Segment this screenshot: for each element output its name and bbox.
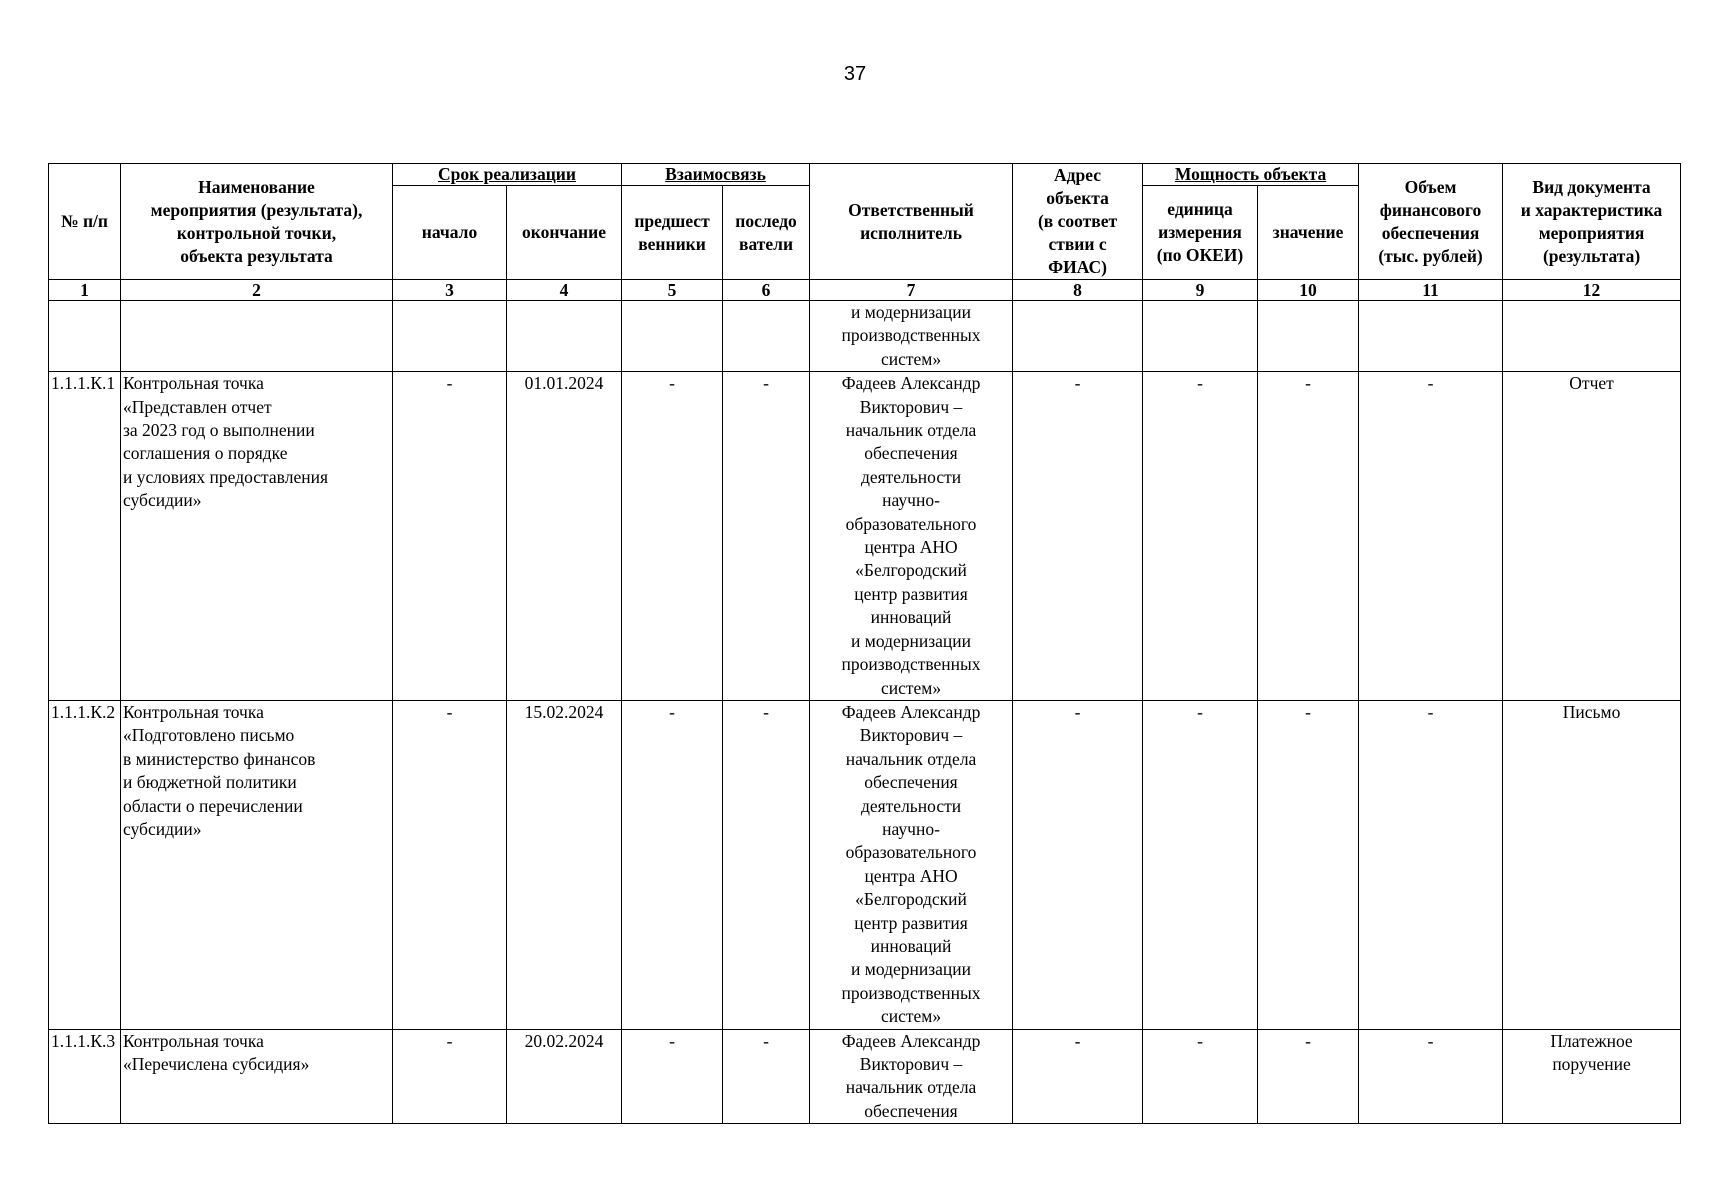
row-address bbox=[1013, 301, 1143, 372]
row-responsible: Фадеев Александр Викторович – начальник отдела обеспечения bbox=[810, 1029, 1013, 1124]
row-address: - bbox=[1013, 1029, 1143, 1124]
header-value: значение bbox=[1258, 186, 1359, 280]
row-value: - bbox=[1258, 372, 1359, 701]
row-number: 1.1.1.К.3 bbox=[49, 1029, 121, 1124]
row-successors: - bbox=[723, 1029, 810, 1124]
row-number: 1.1.1.К.2 bbox=[49, 700, 121, 1029]
row-start bbox=[393, 301, 507, 372]
row-unit: - bbox=[1143, 1029, 1258, 1124]
column-number: 1 bbox=[49, 280, 121, 301]
row-funding: - bbox=[1359, 700, 1503, 1029]
row-successors bbox=[723, 301, 810, 372]
row-doc-type bbox=[1503, 301, 1681, 372]
row-doc-type: Платежное поручение bbox=[1503, 1029, 1681, 1124]
header-unit: единица измерения (по ОКЕИ) bbox=[1143, 186, 1258, 280]
row-responsible: Фадеев Александр Викторович – начальник отдела обеспечения деятельности научно- образовательного центра АНО «Белгородский центр развития инноваций и модернизации производственных систем» bbox=[810, 700, 1013, 1029]
column-number-row bbox=[49, 280, 1681, 301]
header-funding: Объем финансового обеспечения (тыс. рублей) bbox=[1359, 164, 1503, 280]
column-number: 9 bbox=[1143, 280, 1258, 301]
row-end: 15.02.2024 bbox=[507, 700, 622, 1029]
row-funding: - bbox=[1359, 1029, 1503, 1124]
row-value: - bbox=[1258, 700, 1359, 1029]
row-doc-type: Письмо bbox=[1503, 700, 1681, 1029]
row-number bbox=[49, 301, 121, 372]
table-row bbox=[49, 301, 1681, 372]
row-address: - bbox=[1013, 700, 1143, 1029]
row-successors: - bbox=[723, 700, 810, 1029]
row-end: 01.01.2024 bbox=[507, 372, 622, 701]
column-number: 6 bbox=[723, 280, 810, 301]
row-name bbox=[121, 301, 393, 372]
row-doc-type: Отчет bbox=[1503, 372, 1681, 701]
plan-table bbox=[48, 163, 1681, 1124]
header-term-group: Срок реализации bbox=[393, 164, 622, 186]
header-successors: последо ватели bbox=[723, 186, 810, 280]
row-name: Контрольная точка «Представлен отчет за 2023 год о выполнении соглашения о порядке и условиях предоставления субсидии» bbox=[121, 372, 393, 701]
column-number: 12 bbox=[1503, 280, 1681, 301]
header-col-name: Наименование мероприятия (результата), контрольной точки, объекта результата bbox=[121, 164, 393, 280]
header-address: Адрес объекта (в соответ ствии с ФИАС) bbox=[1013, 164, 1143, 280]
table-row bbox=[49, 700, 1681, 1029]
row-funding bbox=[1359, 301, 1503, 372]
row-unit bbox=[1143, 301, 1258, 372]
header-doc-type: Вид документа и характеристика мероприятия (результата) bbox=[1503, 164, 1681, 280]
row-end: 20.02.2024 bbox=[507, 1029, 622, 1124]
row-predecessors: - bbox=[622, 1029, 723, 1124]
row-predecessors bbox=[622, 301, 723, 372]
row-start: - bbox=[393, 700, 507, 1029]
header-capacity-group: Мощность объекта bbox=[1143, 164, 1359, 186]
column-number: 2 bbox=[121, 280, 393, 301]
row-end bbox=[507, 301, 622, 372]
row-unit: - bbox=[1143, 700, 1258, 1029]
column-number: 10 bbox=[1258, 280, 1359, 301]
header-responsible: Ответственный исполнитель bbox=[810, 164, 1013, 280]
column-number: 11 bbox=[1359, 280, 1503, 301]
row-number: 1.1.1.К.1 bbox=[49, 372, 121, 701]
header-predecessors: предшест венники bbox=[622, 186, 723, 280]
row-address: - bbox=[1013, 372, 1143, 701]
row-value: - bbox=[1258, 1029, 1359, 1124]
column-number: 5 bbox=[622, 280, 723, 301]
column-number: 7 bbox=[810, 280, 1013, 301]
row-value bbox=[1258, 301, 1359, 372]
table-row bbox=[49, 1029, 1681, 1124]
table-row bbox=[49, 372, 1681, 701]
row-unit: - bbox=[1143, 372, 1258, 701]
header-end: окончание bbox=[507, 186, 622, 280]
row-responsible: и модернизации производственных систем» bbox=[810, 301, 1013, 372]
header-col-number: № п/п bbox=[49, 164, 121, 280]
page-number: 37 bbox=[843, 63, 867, 85]
row-start: - bbox=[393, 1029, 507, 1124]
column-number: 8 bbox=[1013, 280, 1143, 301]
row-name: Контрольная точка «Подготовлено письмо в министерство финансов и бюджетной политики области о перечислении субсидии» bbox=[121, 700, 393, 1029]
row-predecessors: - bbox=[622, 372, 723, 701]
column-number: 4 bbox=[507, 280, 622, 301]
header-start: начало bbox=[393, 186, 507, 280]
row-start: - bbox=[393, 372, 507, 701]
row-successors: - bbox=[723, 372, 810, 701]
header-link-group: Взаимосвязь bbox=[622, 164, 810, 186]
column-number: 3 bbox=[393, 280, 507, 301]
header-row-1 bbox=[49, 164, 1681, 186]
row-name: Контрольная точка «Перечислена субсидия» bbox=[121, 1029, 393, 1124]
row-funding: - bbox=[1359, 372, 1503, 701]
row-predecessors: - bbox=[622, 700, 723, 1029]
row-responsible: Фадеев Александр Викторович – начальник отдела обеспечения деятельности научно- образовательного центра АНО «Белгородский центр развития инноваций и модернизации производственных систем» bbox=[810, 372, 1013, 701]
